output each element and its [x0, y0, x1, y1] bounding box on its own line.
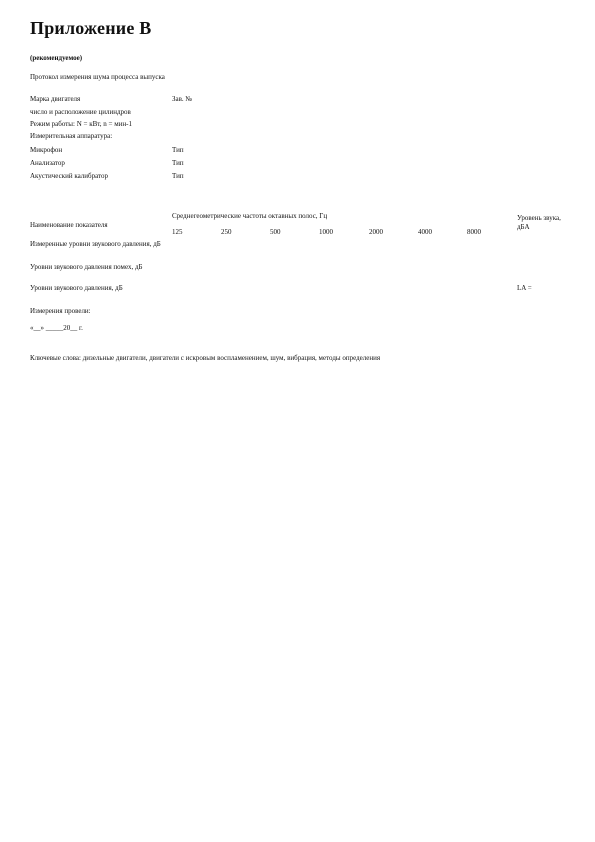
- info-value: Тип: [172, 146, 184, 154]
- frequency-cell: 2000: [369, 228, 383, 236]
- appendix-title: Приложение В: [30, 18, 152, 38]
- frequency-cell: 8000: [467, 228, 481, 236]
- info-label: Анализатор: [30, 159, 65, 167]
- info-label: число и расположение цилиндров: [30, 108, 131, 116]
- info-label: Микрофон: [30, 146, 63, 154]
- frequency-cell: 250: [221, 228, 232, 236]
- info-value: Тип: [172, 159, 184, 167]
- frequency-cell: 1000: [319, 228, 333, 236]
- sound-level-cell: LA =: [517, 284, 532, 292]
- table-header-level: Уровень звука, дБА: [517, 214, 561, 231]
- table-row-label: Уровни звукового давления помех, дБ: [30, 263, 143, 271]
- table-row-label: Измеренные уровни звукового давления, дБ: [30, 240, 161, 248]
- frequency-cell: 125: [172, 228, 183, 236]
- info-label: Акустический калибратор: [30, 172, 108, 180]
- table-header-frequencies: Среднегеометрические частоты октавных полос, Гц: [172, 212, 328, 220]
- frequency-cell: 4000: [418, 228, 432, 236]
- frequency-cell: 500: [270, 228, 281, 236]
- keywords-line: Ключевые слова: дизельные двигатели, двигатели с искровым воспламенением, шум, вибрация, методы определения: [30, 354, 381, 362]
- appendix-subtitle: (рекомендуемое): [30, 54, 83, 62]
- info-label: Режим работы: N = кВт, n = мин-1: [30, 120, 133, 128]
- date-line: «__» _____20__ г.: [30, 324, 83, 332]
- info-value: Зав. №: [172, 95, 193, 103]
- info-label: Измерительная аппаратура:: [30, 132, 113, 140]
- info-value: Тип: [172, 172, 184, 180]
- table-header-name: Наименование показателя: [30, 221, 108, 229]
- measured-by-label: Измерения провели:: [30, 307, 91, 315]
- table-row-label: Уровни звукового давления, дБ: [30, 284, 123, 292]
- protocol-title: Протокол измерения шума процесса выпуска: [30, 73, 165, 81]
- info-label: Марка двигателя: [30, 95, 81, 103]
